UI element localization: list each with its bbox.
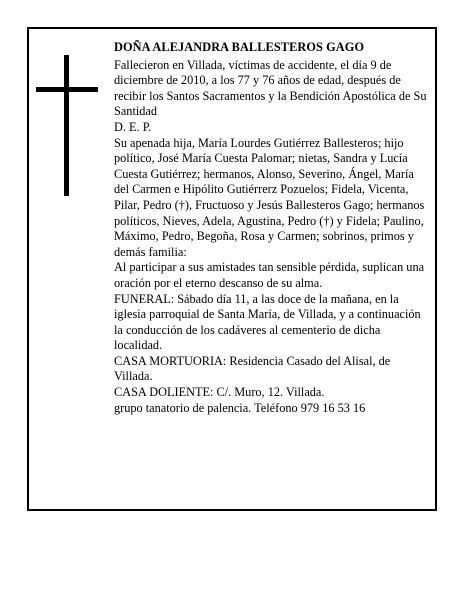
deceased-name: DOÑA ALEJANDRA BALLESTEROS GAGO [114,40,365,54]
death-announcement: Fallecieron en Villada, víctimas de accidente, el día 9 de diciembre de 2010, a los 77 y 76 años de edad, después de recibir los Santos Sacramentos y la Bendición Apostólica de Su Santidad [114,57,427,119]
mourning-house-info: CASA DOLIENTE: C/. Muro, 12. Villada. [114,385,325,400]
funeral-info: FUNERAL: Sábado día 11, a las doce de la mañana, en la iglesia parroquial de Santa María, de Villada, y a continuación la conducción de los cadáveres al cementerio de dicha localidad. [114,291,421,353]
rest-in-peace: D. E. P. [114,119,152,134]
cross-horizontal-bar [36,87,98,92]
prayer-request: Al participar a sus amistades tan sensible pérdida, suplican una oración por el eterno descanso de su alma. [114,260,425,290]
obituary-text [114,40,430,416]
mortuary-info: CASA MORTUORIA: Residencia Casado del Alisal, de Villada. [114,353,391,384]
cross-vertical-bar [64,55,69,196]
family-list: Su apenada hija, María Lourdes Gutiérrez Ballesteros; hijo político, José María Cuesta Palomar; nietas, Sandra y Lucía Cuesta Gutiérrez; hermanos, Alonso, Severino, Ángel, María del Carmen e Hipólito Gutiérrerz Pozuelos; Fidela, Vicenta, Pilar, Pedro (†), Fructuoso y Jesús Ballesteros Gago; hermanos políticos, Nieves, Adela, Agustina, Pedro (†) y Fidela; Paulino, Máximo, Pedro, Begoña, Rosa y Carmen; sobrinos, primos y demás familia: [114,135,425,259]
funeral-home-contact: grupo tanatorio de palencia. Teléfono 979 16 53 16 [114,400,366,415]
